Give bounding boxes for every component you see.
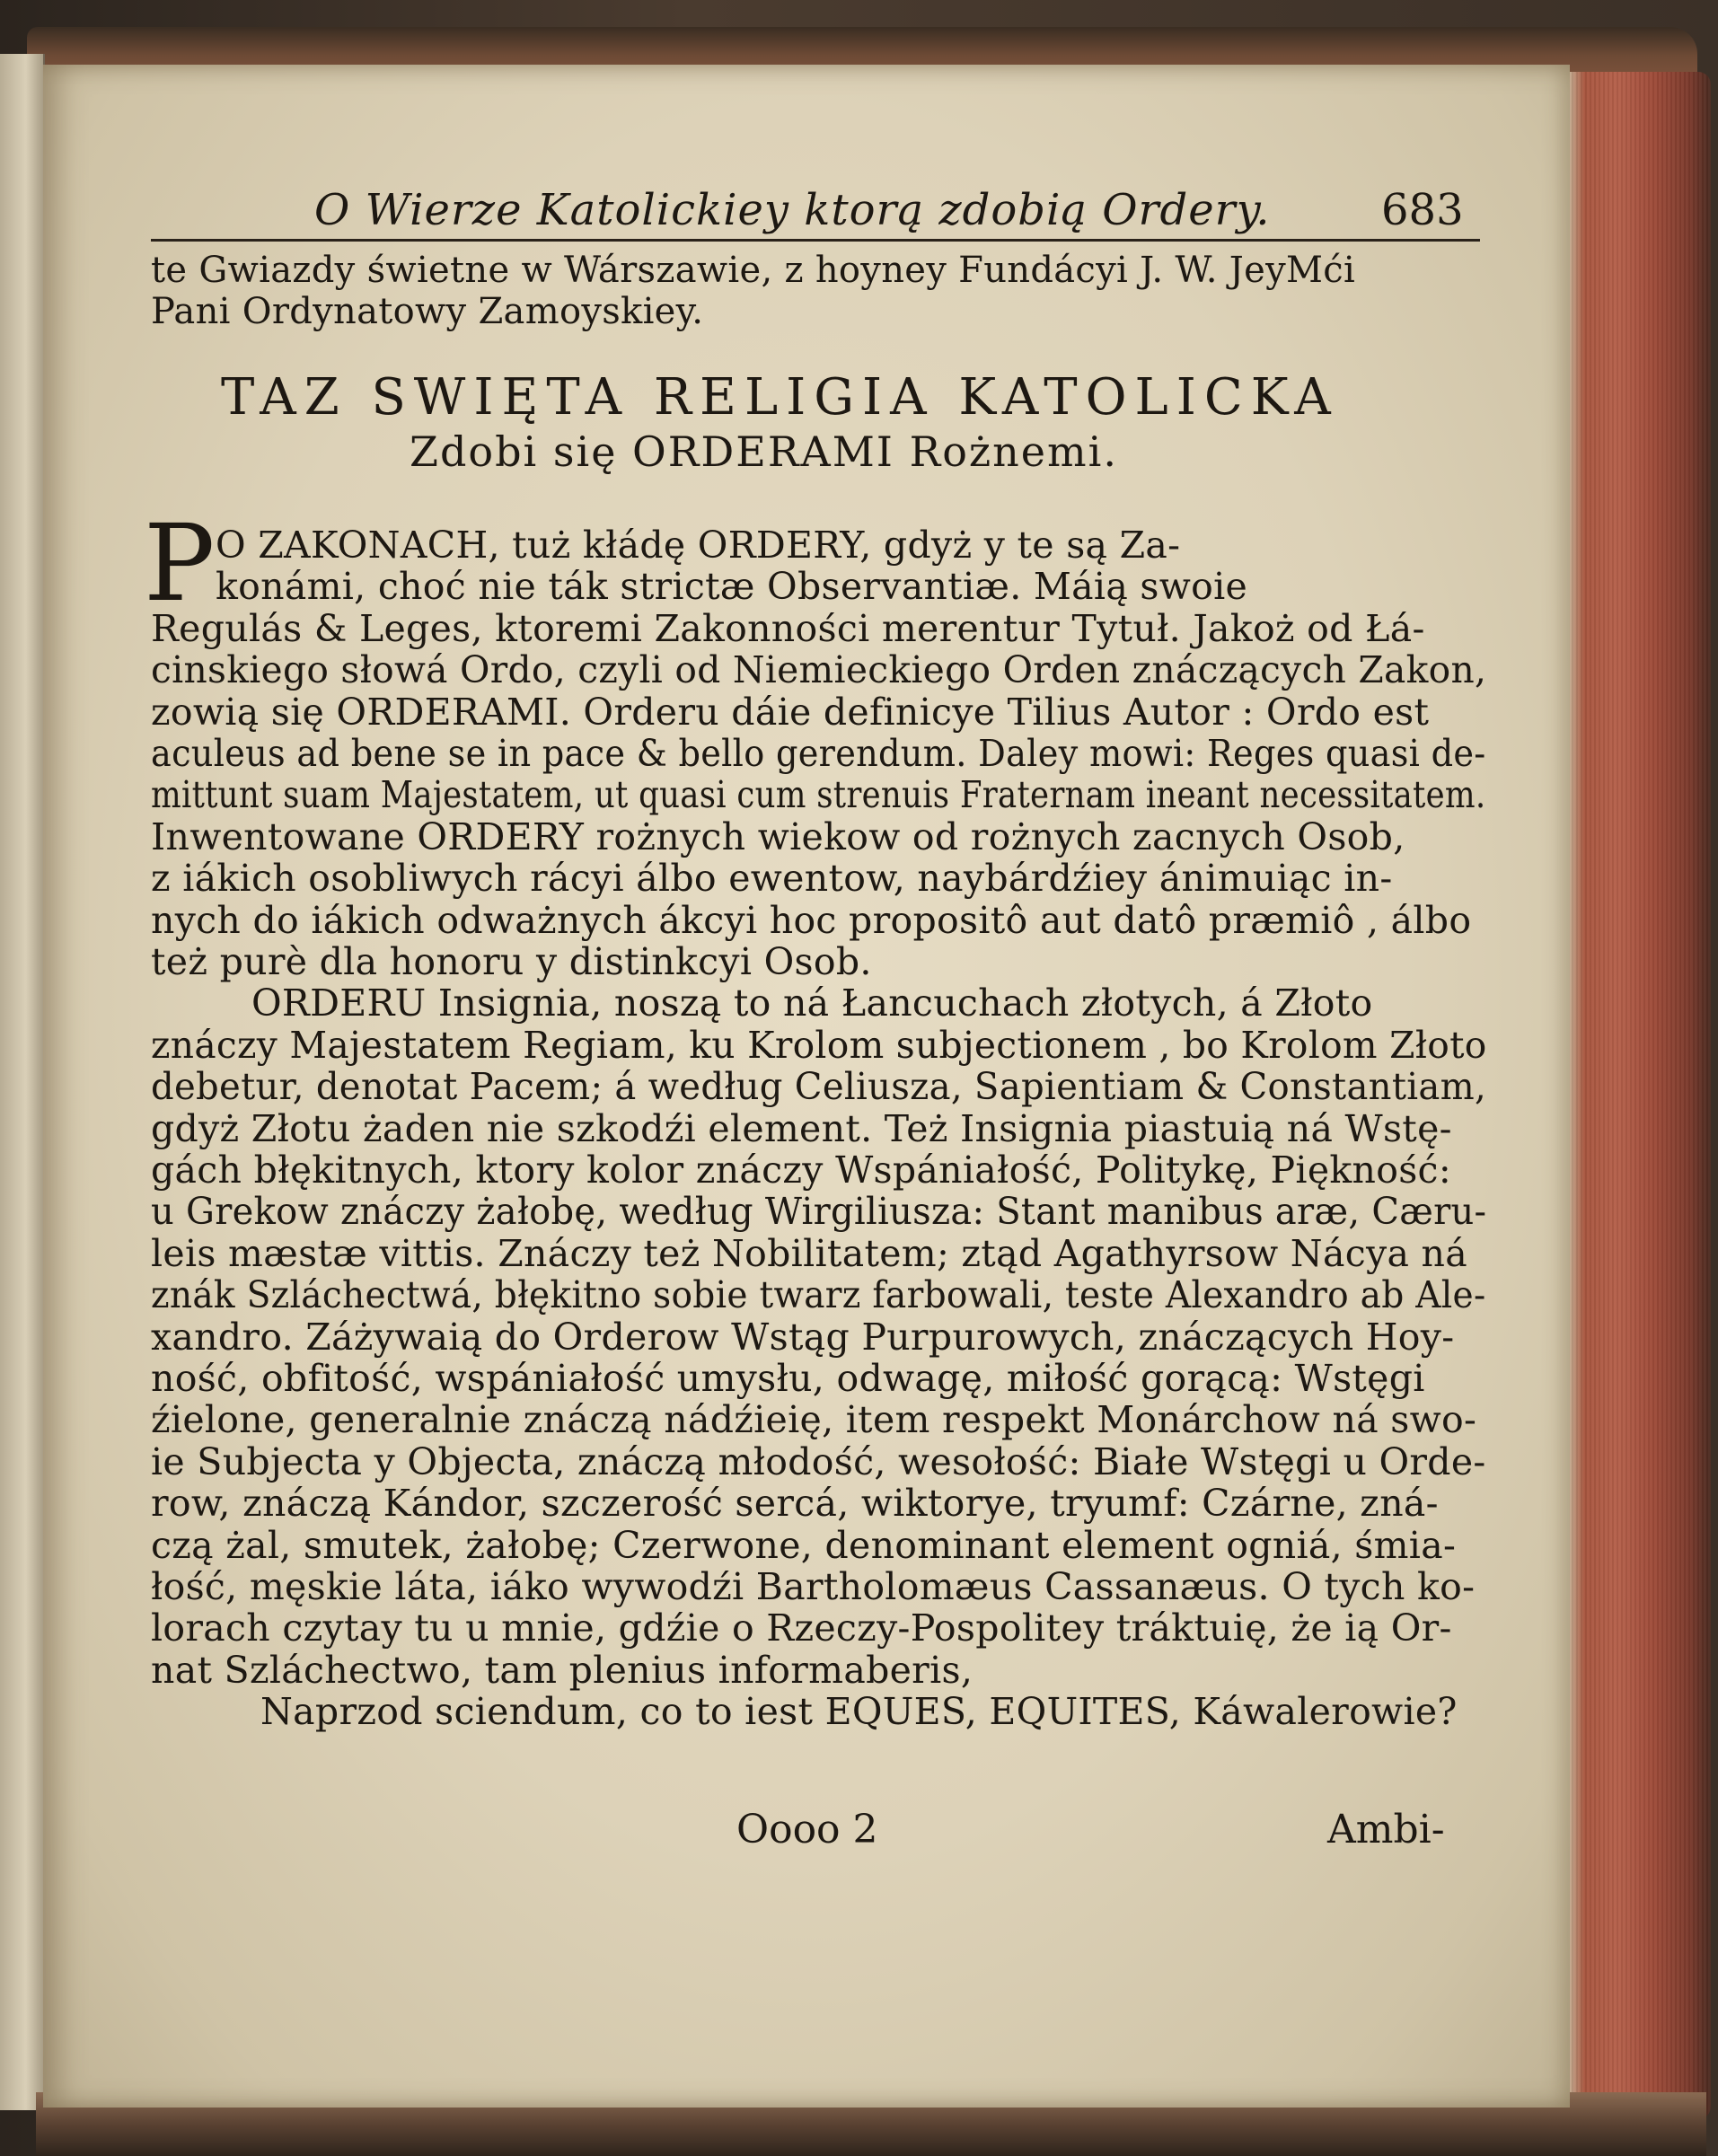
body-line: debetur, denotat Pacem; á według Celiusza, Sapientiam & Constantiam, <box>151 1065 1487 1109</box>
body-line: cinskiego słowá Ordo, czyli od Niemieckiego Orden znáczących Zakon, <box>151 648 1487 692</box>
page-number: 683 <box>1381 185 1464 235</box>
body-line: znáczy Majestatem Regiam, ku Krolom subjectionem , bo Krolom Złoto <box>151 1023 1487 1067</box>
body-line: row, znáczą Kándor, szczerość sercá, wiktorye, tryumf: Czárne, zná- <box>151 1482 1439 1526</box>
catchword: Ambi- <box>1327 1807 1445 1852</box>
body-line: z iákich osobliwych rácyi álbo ewentow, naybárdźiey ánimuiąc in- <box>151 857 1393 901</box>
body-line: czą żal, smutek, żałobę; Czerwone, denominant element ogniá, śmia- <box>151 1523 1457 1567</box>
signature-mark: Oooo 2 <box>736 1807 878 1852</box>
running-head-rule <box>151 239 1480 242</box>
body-line: ność, obfitość, wspániałość umysłu, odwagę, miłość gorącą: Wstęgi <box>151 1357 1425 1400</box>
body-line: zowią się ORDERAMI. Orderu dáie definicye Tilius Autor : Ordo est <box>151 690 1430 734</box>
running-head-title: O Wierze Katolickiey ktorą zdobią Ordery. <box>314 185 1271 235</box>
body-line: lorach czytay tu u mnie, gdźie o Rzeczy-Pospolitey tráktuię, że ią Or- <box>151 1606 1452 1650</box>
body-line: łość, męskie láta, iáko wywodźi Bartholomæus Cassanæus. O tych ko- <box>151 1565 1476 1608</box>
body-line: gách błękitnych, ktory kolor znáczy Wspániałość, Politykę, Piękność: <box>151 1148 1451 1192</box>
body-line: gdyż Złotu żaden nie szkodźi element. Też Insignia piastuią ná Wstę- <box>151 1106 1452 1150</box>
body-line: nych do iákich odważnych ákcyi hoc propositô aut datô præmiô , álbo <box>151 898 1472 942</box>
intro-line: te Gwiazdy świetne w Wárszawie, z hoyney Fundácyi J. W. JeyMći <box>151 250 1356 291</box>
section-heading: TAZ SWIĘTA RELIGIA KATOLICKA <box>221 368 1339 427</box>
body-line: nat Szláchectwo, tam plenius informaberis, <box>151 1648 974 1692</box>
body-line: mittunt suam Majestatem, ut quasi cum strenuis Fraternam ineant necessitatem. <box>151 773 1486 817</box>
body-line: też purè dla honoru y distinkcyi Osob. <box>151 940 872 983</box>
body-line: Regulás & Leges, ktoremi Zakonności merentur Tytuł. Jakoż od Łá- <box>151 606 1425 650</box>
body-line: ORDERU Insignia, noszą to ná Łancuchach złotych, á Złoto <box>251 981 1373 1025</box>
body-line: ie Subjecta y Objecta, znáczą młodość, wesołość: Białe Wstęgi u Orde- <box>151 1439 1486 1483</box>
left-page-edge <box>0 54 45 2110</box>
body-line: konámi, choć nie ták strictæ Observantiæ. Máią swoie <box>216 565 1248 609</box>
body-line: u Grekow znáczy żałobę, według Wirgiliusza: Stant manibus aræ, Cæru- <box>151 1190 1487 1234</box>
drop-capital: P <box>144 501 216 625</box>
body-line: aculeus ad bene se in pace & bello gerendum. Daley mowi: Reges quasi de- <box>151 732 1486 775</box>
running-head <box>106 133 1480 250</box>
body-line: źielone, generalnie znáczą nádźieię, item respekt Monárchow ná swo- <box>151 1398 1477 1442</box>
body-line: O ZAKONACH, tuż kłádę ORDERY, gdyż y te są Za- <box>216 524 1181 567</box>
body-line: Naprzod sciendum, co to iest EQUES, EQUITES, Káwalerowie? <box>260 1690 1458 1734</box>
section-subheading: Zdobi się ORDERAMI Rożnemi. <box>410 427 1118 476</box>
body-line: znák Szláchectwá, błękitno sobie twarz farbowali, teste Alexandro ab Ale- <box>151 1273 1486 1317</box>
body-line: xandro. Záżywaią do Orderow Wstąg Purpurowych, znáczących Hoy- <box>151 1315 1455 1359</box>
body-line: leis mæstæ vittis. Znáczy też Nobilitatem; ztąd Agathyrsow Nácya ná <box>151 1231 1467 1275</box>
intro-line: Pani Ordynatowy Zamoyskiey. <box>151 291 704 332</box>
page-block-edges <box>1567 72 1711 2119</box>
body-line: Inwentowane ORDERY rożnych wiekow od rożnych zacnych Osob, <box>151 814 1405 858</box>
